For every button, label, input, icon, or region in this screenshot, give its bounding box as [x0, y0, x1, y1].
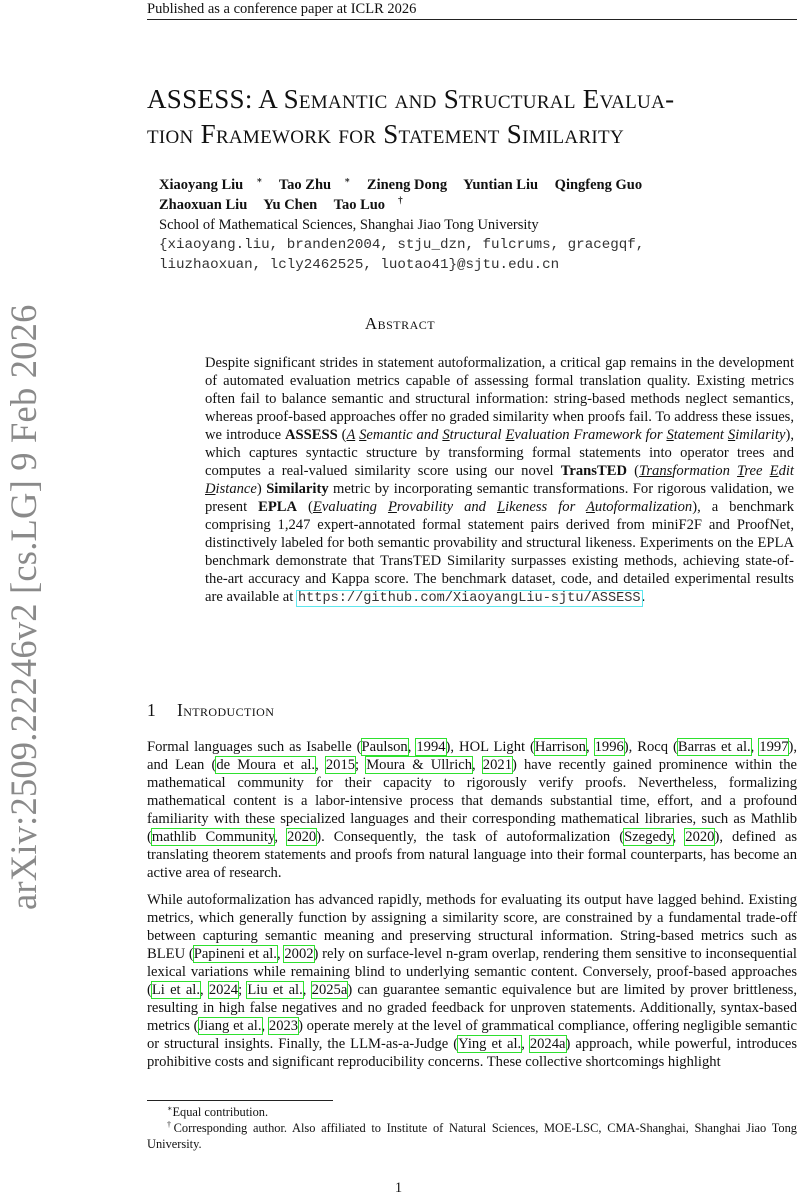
citation-link[interactable]: Ying et al. [458, 1036, 522, 1052]
citation-link[interactable]: Liu et al. [247, 982, 303, 998]
title-line-2: tion Framework for Statement Similarity [147, 119, 624, 149]
citation-link[interactable]: 1997 [759, 739, 789, 755]
page-number: 1 [394, 1180, 403, 1196]
running-head: Published as a conference paper at ICLR 2026 [147, 0, 797, 20]
paper-title [147, 82, 797, 152]
epla-expansion: Evaluating Provability and Likeness for Autoformalization [312, 499, 693, 515]
github-link[interactable]: https://github.com/XiaoyangLiu-sjtu/ASSESS [297, 591, 641, 606]
author: Zineng Dong [366, 177, 448, 193]
citation-link[interactable]: 1994 [416, 739, 446, 755]
citation-link[interactable]: Szegedy [624, 829, 673, 845]
citation-link[interactable]: Papineni et al. [193, 946, 277, 962]
section-heading-introduction: 1 Introduction [147, 700, 275, 720]
assess-expansion: A Semantic and Structural Evaluation Framework for Statement Similarity [346, 427, 786, 443]
footnote-corresponding-author: †Corresponding author. Also affiliated to Institute of Natural Sciences, MOE-LSC, CMA-Shanghai, Shanghai Jiao Tong University. [147, 1119, 797, 1151]
transted-expansion: Transformation Tree Edit Distance [205, 463, 794, 497]
citation-link[interactable]: Li et al. [151, 982, 200, 998]
author: Qingfeng Guo [554, 177, 643, 193]
author: Tao Luo † [333, 195, 403, 213]
footnote-equal-contribution: ∗Equal contribution. [167, 1103, 269, 1119]
citation-link[interactable]: de Moura et al. [216, 757, 316, 773]
epla-name: EPLA [258, 499, 298, 515]
citation-link[interactable]: Paulson [361, 739, 408, 755]
author-block [159, 175, 797, 275]
author-names [159, 175, 797, 215]
transted-name: TransTED [560, 463, 627, 479]
citation-link[interactable]: 2002 [284, 946, 314, 962]
affiliation: School of Mathematical Sciences, Shanghai Jiao Tong University [159, 217, 539, 233]
citation-link[interactable]: 2023 [268, 1018, 299, 1034]
citation-link[interactable]: Harrison [534, 739, 586, 755]
footnote-divider [147, 1100, 333, 1101]
citation-link[interactable]: 2025a [311, 982, 348, 998]
author-emails: {xiaoyang.liu, branden2004, stju_dzn, fulcrums, gracegqf, liuzhaoxuan, lcly2462525, luotao41}@sjtu.edu.cn [159, 237, 645, 273]
author: Tao Zhu ∗ [278, 175, 351, 193]
assess-name: ASSESS [284, 427, 338, 443]
abstract-heading: Abstract [364, 314, 436, 333]
author: Zhaoxuan Liu [159, 197, 248, 213]
citation-link[interactable]: 1996 [594, 739, 624, 755]
citation-link[interactable]: 2020 [685, 829, 715, 845]
intro-paragraph-2: While autoformalization has advanced rapidly, methods for evaluating its output have lagged behind. Existing metrics, which generally function by assigning a similarity score, are constrained by a fundamental trade-off between capturing semantic meaning and preserving structural information. String-based metrics such as BLEU (Papineni et al., 2002) rely on surface-level n-gram overlap, rendering them sensitive to inconsequential lexical variations while remaining blind to underlying semantic content. Conversely, proof-based approaches (Li et al., 2024; Liu et al., 2025a) can guarantee semantic equivalence but are limited by prover brittleness, resulting in high false negatives and no graded feedback for unproven statements. Additionally, syntax-based metrics (Jiang et al., 2023) operate merely at the level of grammatical compliance, offering negligible semantic or structural insights. Finally, the LLM-as-a-Judge (Ying et al., 2024a) approach, while powerful, introduces prohibitive costs and significant reproducibility concerns. These collective shortcomings highlight [147, 892, 797, 1070]
citation-link[interactable]: 2020 [287, 829, 317, 845]
citation-link[interactable]: 2021 [482, 757, 512, 773]
author: Yu Chen [263, 197, 318, 213]
title-line-1: ASSESS: A Semantic and Structural Evalua- [147, 84, 675, 114]
citation-link[interactable]: Moura & Ullrich [366, 757, 473, 773]
abstract-body: Despite significant strides in statement autoformalization, a critical gap remains in the development of automated evaluation metrics capable of assessing formal translation quality. Existing metrics often fail to balance semantic and structural information: string-based methods neglect semantics, whereas proof-based approaches offer no graded similarity when proofs fail. To address these issues, we introduce ASSESS (A Semantic and Structural Evaluation Framework for Statement Similarity), which captures syntactic structure by transforming formal statements into operator trees and computes a real-valued similarity score using our novel TransTED (Transformation Tree Edit Distance) Similarity metric by incorporating semantic transformations. For rigorous validation, we present EPLA (Evaluating Provability and Likeness for Autoformalization), a benchmark comprising 1,247 expert-annotated formal statement pairs derived from miniF2F and ProofNet, distinctively labeled for both semantic provability and structural likeness. Experiments on the EPLA benchmark demonstrate that TransTED Similarity surpasses existing methods, achieving state-of-the-art accuracy and Kappa score. The benchmark dataset, code, and detailed experimental results are available at https://github.com/XiaoyangLiu-sjtu/ASSESS. [205, 355, 795, 606]
author: Xiaoyang Liu ∗ [159, 175, 263, 193]
arxiv-stamp: arXiv:2509.22246v2 [cs.LG] 9 Feb 2026 [3, 304, 44, 910]
citation-link[interactable]: Jiang et al. [198, 1018, 262, 1034]
citation-link[interactable]: 2024 [208, 982, 239, 998]
intro-paragraph-1: Formal languages such as Isabelle (Paulson, 1994), HOL Light (Harrison, 1996), Rocq (Barras et al., 1997), and Lean (de Moura et al., 2015; Moura & Ullrich, 2021) have recently gained prominence within the mathematical community for their capacity to rigorously verify proofs. Nevertheless, formalizing mathematical content is a labor-intensive process that demands substantial time, effort, and a profound familiarity with these specialized languages and their corresponding mathematical libraries, such as Mathlib (mathlib Community, 2020). Consequently, the task of autoformalization (Szegedy, 2020), defined as translating theorem statements and proofs from natural language into their formal counterparts, has become an active area of research. [147, 739, 797, 881]
citation-link[interactable]: mathlib Community [151, 829, 275, 845]
citation-link[interactable]: 2015 [325, 757, 356, 773]
footnotes [147, 1104, 797, 1152]
citation-link[interactable]: Barras et al. [677, 739, 751, 755]
author: Yuntian Liu [463, 177, 539, 193]
citation-link[interactable]: 2024a [529, 1036, 566, 1052]
